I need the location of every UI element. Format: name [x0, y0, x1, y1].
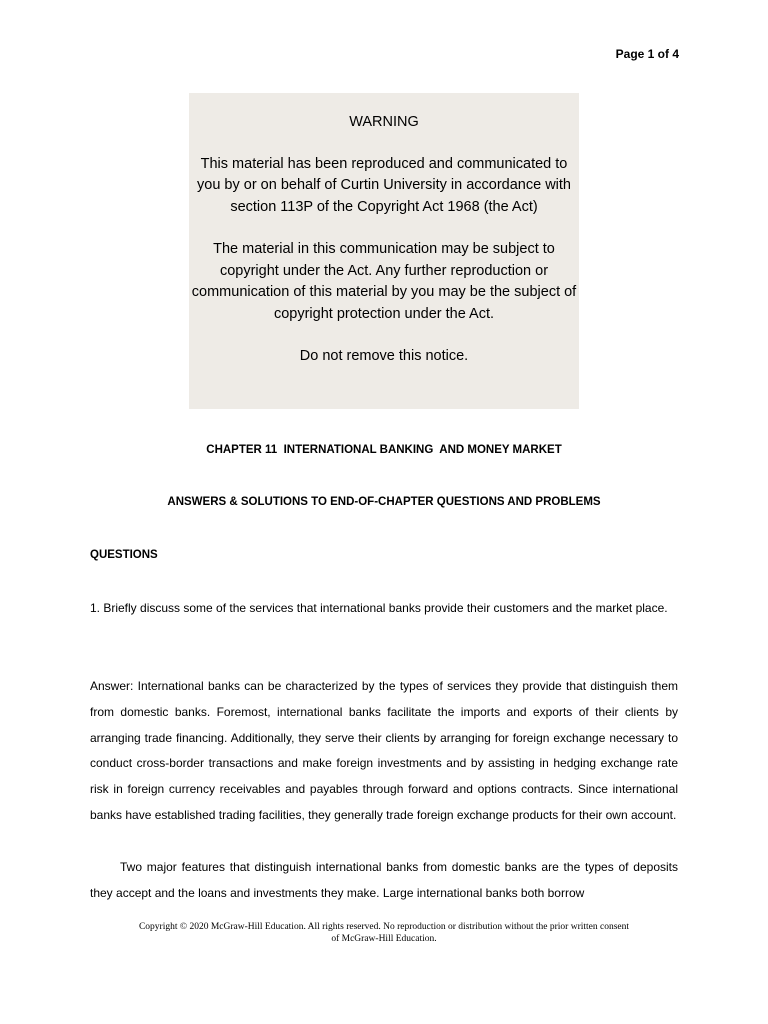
chapter-title: CHAPTER 11 INTERNATIONAL BANKING AND MONEY MARKET [206, 444, 562, 456]
footer-line-1: Copyright © 2020 McGraw-Hill Education. All rights reserved. No reproduction or distribution without the prior written consent [138, 922, 630, 932]
warning-paragraph-1: This material has been reproduced and communicated to you by or on behalf of Curtin University in accordance with section 113P of the Copyright Act 1968 (the Act) [197, 155, 571, 215]
warning-paragraph-2: The material in this communication may be subject to copyright under the Act. Any further reproduction or communication of this material by you may be the subject of copyright protection under the Act. [191, 241, 577, 322]
footer-line-2: of McGraw-Hill Education. [331, 934, 437, 944]
answers-title: ANSWERS & SOLUTIONS TO END-OF-CHAPTER QUESTIONS AND PROBLEMS [167, 496, 601, 508]
answer-1: Answer: International banks can be characterized by the types of services they provide that distinguish them from domestic banks. Foremost, international banks facilitate the imports and exports of their clients by arranging trade financing. Additionally, they serve their clients by arranging for foreign exchange necessary to conduct cross-border transactions and make foreign investments and by assisting in hedging exchange rate risk in foreign currency receivables and payables through forward and options contracts. Since international banks have established trading facilities, they generally trade foreign exchange products for their own account. [90, 679, 678, 822]
question-1: 1. Briefly discuss some of the services that international banks provide their customers and the market place. [90, 601, 668, 615]
page-number: Page 1 of 4 [615, 47, 679, 61]
questions-heading: QUESTIONS [90, 549, 158, 561]
copyright-warning-box [189, 93, 579, 409]
warning-paragraph-3: Do not remove this notice. [299, 348, 469, 364]
copyright-footer [88, 921, 680, 945]
warning-title: WARNING [349, 114, 419, 130]
answer-1-paragraph-2: Two major features that distinguish international banks from domestic banks are the types of deposits they accept and the loans and investments they make. Large international banks both borrow [90, 860, 678, 900]
